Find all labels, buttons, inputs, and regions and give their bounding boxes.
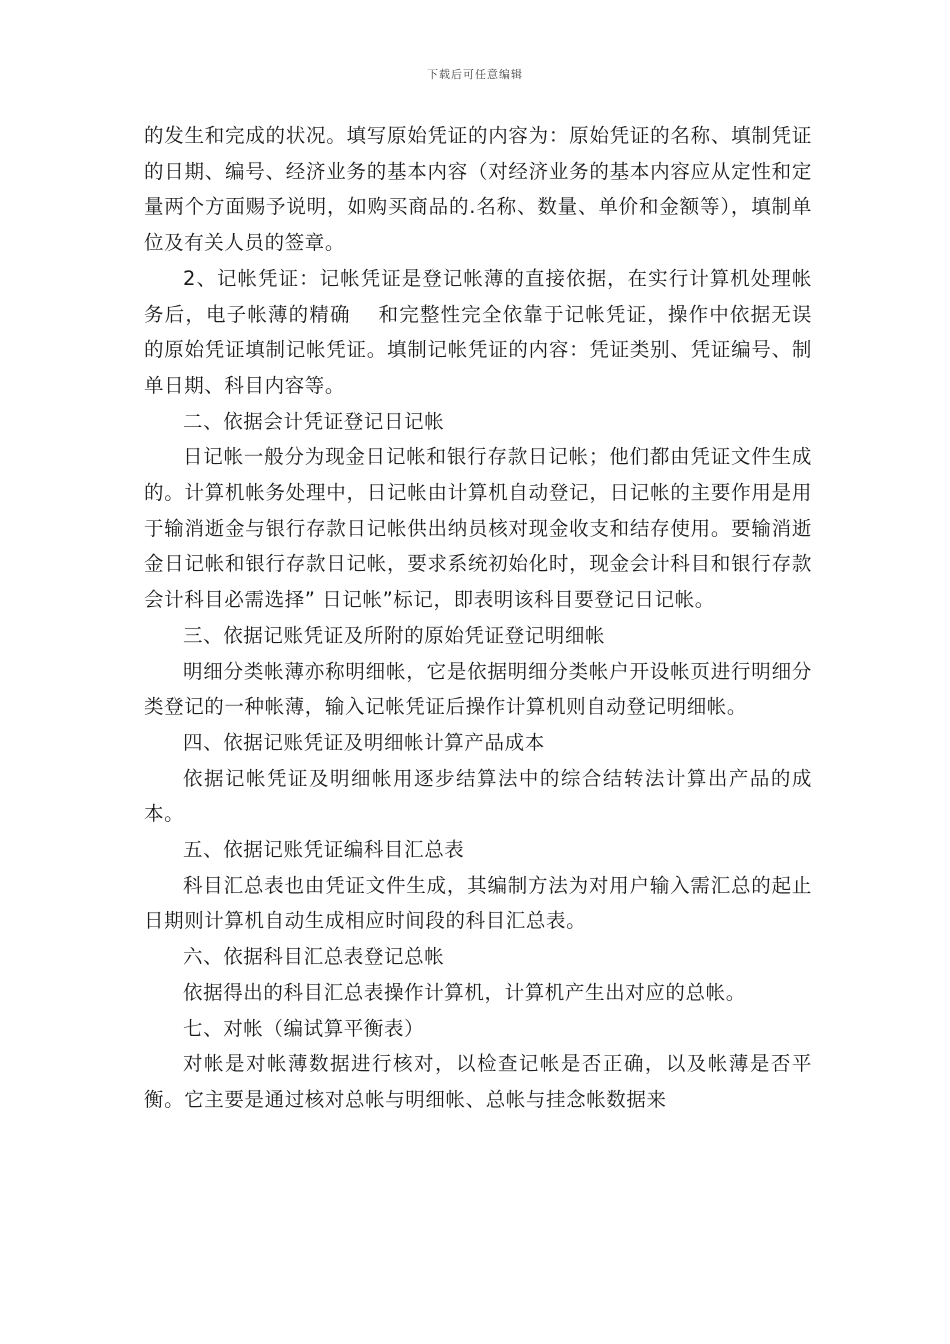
paragraph: 日记帐一般分为现金日记帐和银行存款日记帐；他们都由凭证文件生成的。计算机帐务处理中，日记帐由计算机自动登记，日记帐的主要作用是用于输消逝金与银行存款日记帐供出纳员核对现金收支和结存使用。要输消逝金日记帐和银行存款日记帐，要求系统初始化时，现金会计科目和银行存款会计科目必需选择” 日记帐”标记，即表明该科目要登记日记帐。	[144, 445, 812, 612]
paragraph: 科目汇总表也由凭证文件生成，其编制方法为对用户输入需汇总的起止日期则计算机自动生成相应时间段的科目汇总表。	[144, 873, 812, 933]
section-heading: 五、依据记账凭证编科目汇总表	[183, 838, 465, 862]
paragraph: 的发生和完成的状况。填写原始凭证的内容为：原始凭证的名称、填制凭证的日期、编号、经济业务的基本内容（对经济业务的基本内容应从定性和定量两个方面赐予说明，如购买商品的.名称、数量、单价和金额等），填制单位及有关人员的签章。	[144, 124, 812, 255]
page-header: 下载后可任意编辑	[427, 68, 523, 81]
section-heading: 六、依据科目汇总表登记总帐	[183, 945, 445, 969]
paragraph: 依据得出的科目汇总表操作计算机，计算机产生出对应的总帐。	[183, 980, 746, 1004]
paragraph: 依据记帐凭证及明细帐用逐步结算法中的综合结转法计算出产品的成本。	[144, 766, 812, 826]
document-body	[144, 118, 812, 1118]
section-heading: 二、依据会计凭证登记日记帐	[183, 409, 445, 433]
paragraph: 对帐是对帐薄数据进行核对，以检查记帐是否正确，以及帐薄是否平衡。它主要是通过核对总帐与明细帐、总帐与挂念帐数据来	[144, 1052, 812, 1111]
section-heading: 四、依据记账凭证及明细帐计算产品成本	[183, 730, 545, 754]
section-heading: 三、依据记账凭证及所附的原始凭证登记明细帐	[183, 623, 606, 647]
paragraph: 2、记帐凭证：记帐凭证是登记帐薄的直接依据，在实行计算机处理帐务后，电子帐薄的精确 和完整性完全依靠于记帐凭证，操作中依据无误的原始凭证填制记帐凭证。填制记帐凭证的内容：凭证类别、凭证编号、制单日期、科目内容等。	[144, 266, 812, 397]
paragraph: 明细分类帐薄亦称明细帐，它是依据明细分类帐户开设帐页进行明细分类登记的一种帐薄，输入记帐凭证后操作计算机则自动登记明细帐。	[144, 659, 812, 719]
section-heading: 七、对帐（编试算平衡表）	[183, 1016, 425, 1040]
